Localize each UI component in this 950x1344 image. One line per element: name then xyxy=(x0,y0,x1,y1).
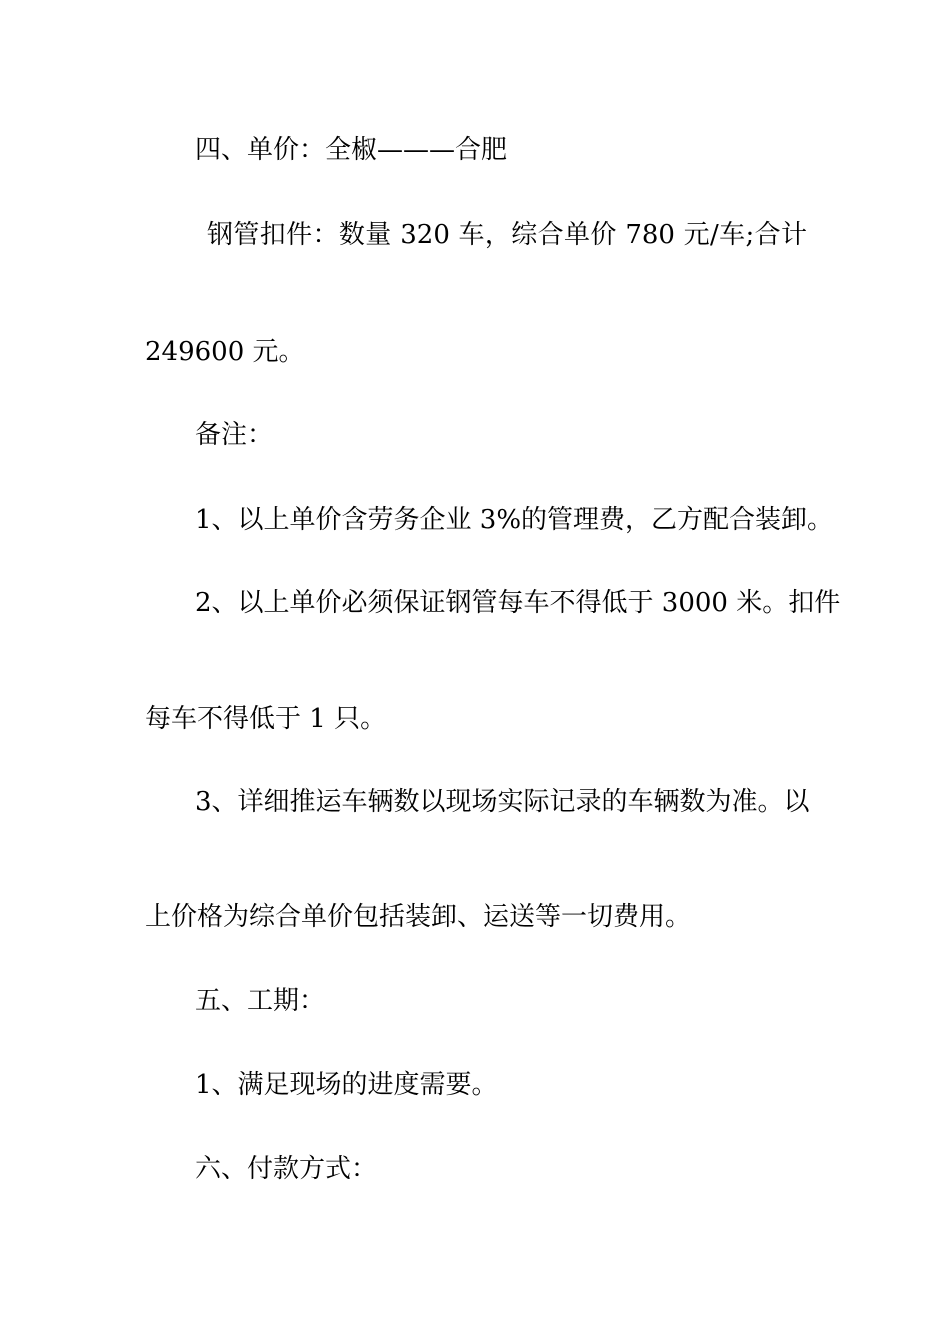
section-heading-unit-price: 四、单价：全椒———合肥 xyxy=(195,135,508,165)
remarks-heading: 备注： xyxy=(195,420,274,450)
schedule-item-1: 1、满足现场的进度需要。 xyxy=(195,1070,498,1100)
paragraph-steel-pipe-line-2: 249600 元。 xyxy=(145,337,305,367)
remark-item-2-line-1: 2、以上单价必须保证钢管每车不得低于 3000 米。扣件 xyxy=(195,588,841,618)
section-heading-schedule: 五、工期： xyxy=(195,986,326,1016)
remark-item-3-line-2: 上价格为综合单价包括装卸、运送等一切费用。 xyxy=(145,902,692,932)
section-heading-payment: 六、付款方式： xyxy=(195,1154,378,1184)
remark-item-3-line-1: 3、详细推运车辆数以现场实际记录的车辆数为准。以 xyxy=(195,787,810,817)
remark-item-1: 1、以上单价含劳务企业 3%的管理费，乙方配合装卸。 xyxy=(195,505,834,535)
remark-item-2-line-2: 每车不得低于 1 只。 xyxy=(145,704,387,734)
paragraph-steel-pipe-line-1: 钢管扣件：数量 320 车，综合单价 780 元/车;合计 xyxy=(207,220,807,250)
